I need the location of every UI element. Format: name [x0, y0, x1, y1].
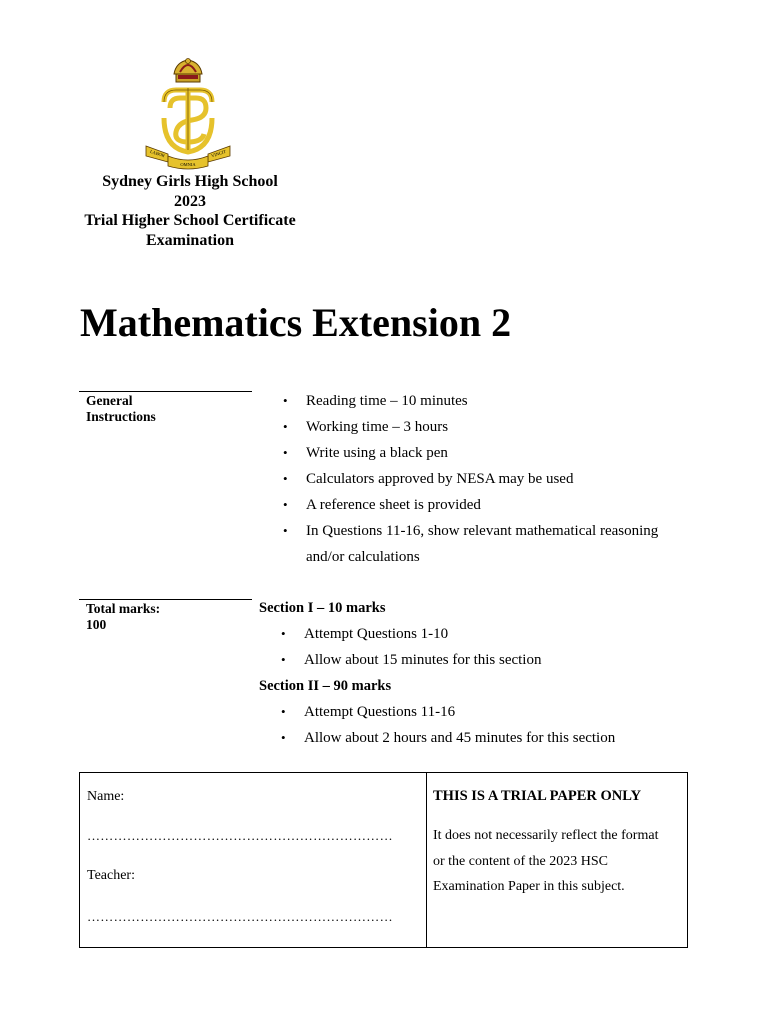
general-instructions-label-line2: Instructions [86, 409, 156, 424]
list-item: • Write using a black pen [306, 440, 726, 466]
section-1-heading: Section I – 10 marks [259, 600, 386, 616]
list-item: • Working time – 3 hours [306, 414, 726, 440]
teacher-field[interactable]: …………………………………………………………… [87, 909, 393, 924]
list-item: • Reading time – 10 minutes [306, 388, 726, 414]
list-item: • A reference sheet is provided [306, 492, 726, 518]
section-2-heading: Section II – 90 marks [259, 678, 392, 694]
trial-notice-line: or the content of the 2023 HSC [433, 853, 608, 869]
section-2-list [304, 699, 744, 751]
trial-notice-body [433, 823, 695, 900]
general-instructions-list [306, 388, 726, 544]
list-item: • Allow about 2 hours and 45 minutes for this section [304, 725, 744, 751]
school-name: Sydney Girls High School [102, 173, 278, 190]
motto-mid: OMNIA [180, 162, 196, 167]
divider-rule [79, 599, 252, 600]
total-marks-value: 100 [86, 617, 107, 632]
list-item: • Allow about 15 minutes for this section [304, 647, 724, 673]
subject-title: Mathematics Extension 2 [80, 300, 512, 345]
total-marks-label: Total marks: [86, 601, 161, 616]
name-field[interactable]: …………………………………………………………… [87, 828, 393, 843]
name-label: Name: [87, 789, 125, 804]
exam-name-line2: Examination [145, 232, 234, 249]
trial-notice-line: It does not necessarily reflect the format [433, 828, 659, 843]
teacher-label: Teacher: [87, 868, 135, 883]
exam-name-line1: Trial Higher School Certificate [84, 212, 296, 229]
box-divider [426, 773, 427, 947]
trial-notice-heading: THIS IS A TRIAL PAPER ONLY [433, 788, 642, 804]
section-1-list [304, 621, 724, 673]
trial-notice-line: Examination Paper in this subject. [433, 879, 625, 894]
exam-year: 2023 [174, 193, 206, 210]
crown-icon [174, 59, 202, 83]
school-crest-logo [140, 58, 236, 174]
list-item: • In Questions 11-16, show relevant mathematical reasoning [306, 518, 726, 544]
list-item: • Calculators approved by NESA may be used [306, 466, 726, 492]
motto-left: LABOR [149, 148, 166, 159]
list-item: • Attempt Questions 11-16 [304, 699, 744, 725]
list-item: • Attempt Questions 1-10 [304, 621, 724, 647]
motto-right: VINCIT [210, 148, 227, 159]
general-instructions-label-line1: General [86, 393, 133, 408]
divider-rule [79, 391, 252, 392]
list-item-continuation: and/or calculations [306, 549, 420, 565]
student-details-box [79, 772, 688, 948]
